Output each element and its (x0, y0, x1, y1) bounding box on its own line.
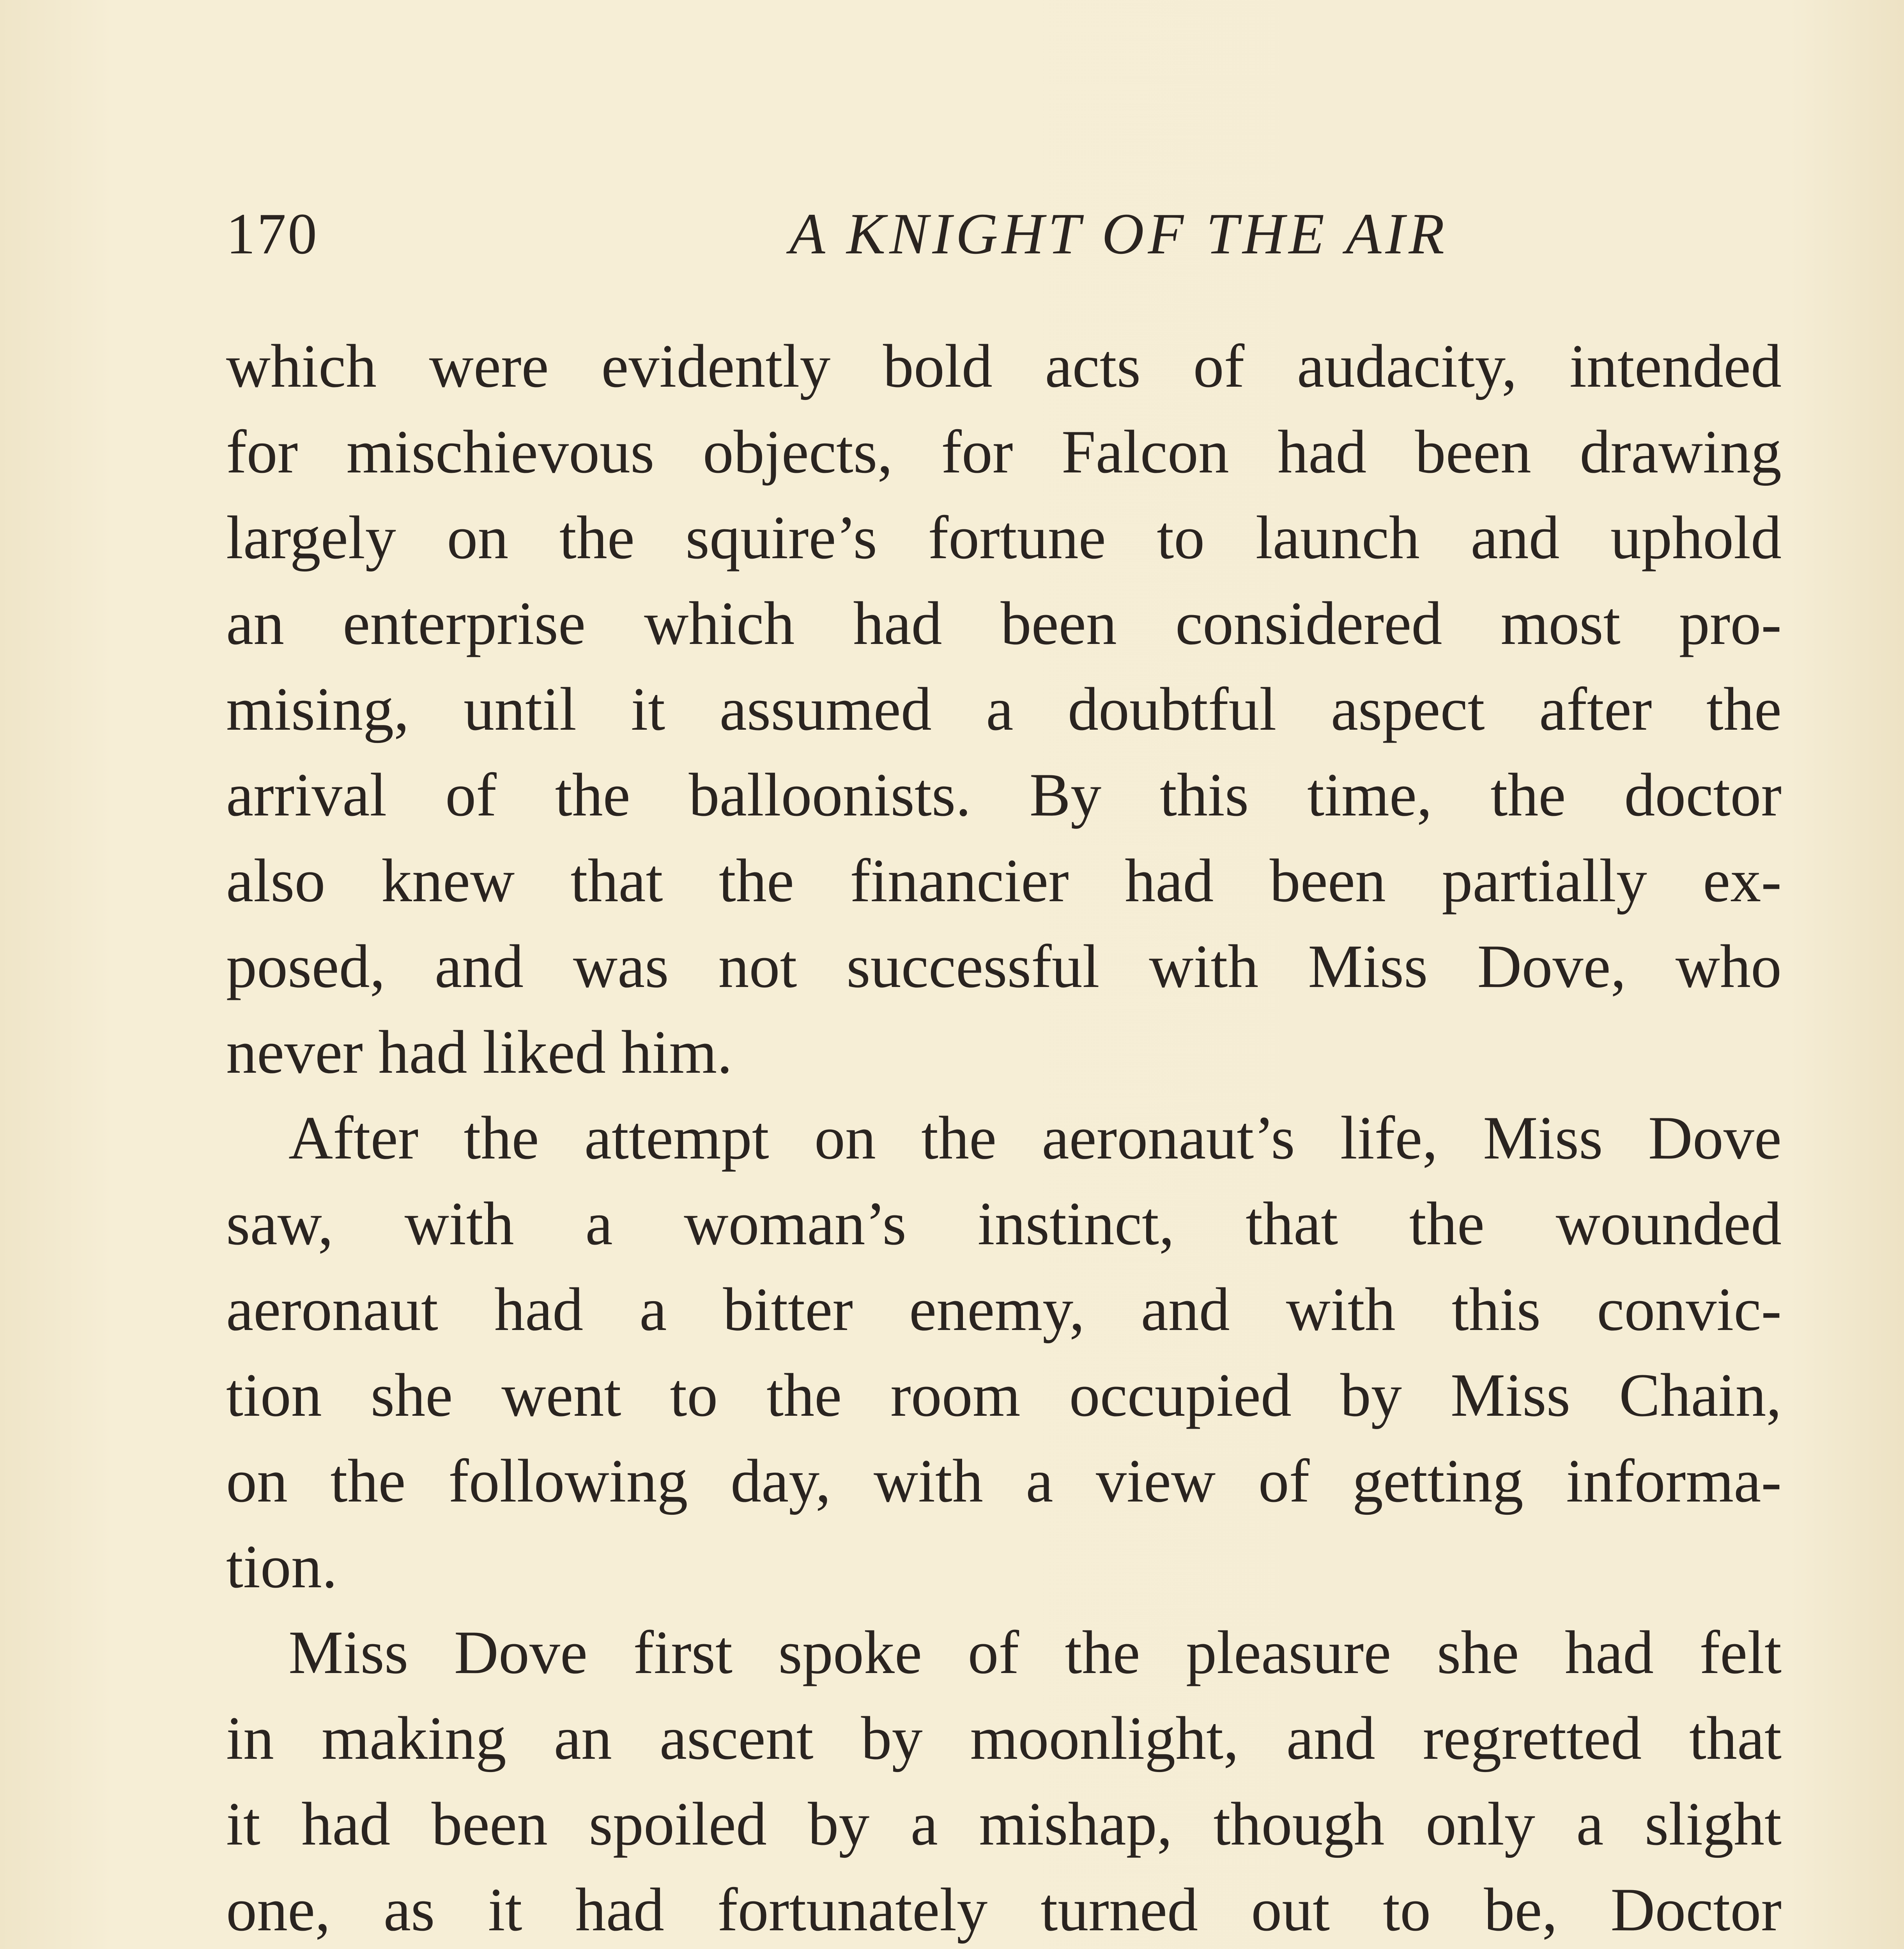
text-line: in making an ascent by moonlight, and regretted that (226, 1704, 1782, 1772)
text-line: largely on the squire’s fortune to launch and uphold (226, 504, 1782, 572)
text-line: an enterprise which had been considered most pro- (226, 589, 1782, 658)
text-line: tion. (226, 1533, 338, 1601)
text-line: saw, with a woman’s instinct, that the wounded (226, 1190, 1782, 1258)
text-line: it had been spoiled by a mishap, though only a slight (226, 1790, 1782, 1858)
text-line: mising, until it assumed a doubtful aspect after the (226, 675, 1782, 743)
text-line: for mischievous objects, for Falcon had been drawing (226, 418, 1782, 486)
text-line: After the attempt on the aeronaut’s life, Miss Dove (288, 1104, 1782, 1172)
body-text (226, 324, 1782, 1949)
text-line: which were evidently bold acts of audacity, intended (226, 332, 1782, 400)
text-line: also knew that the financier had been partially ex- (226, 847, 1782, 915)
text-line: on the following day, with a view of getting informa- (226, 1447, 1782, 1515)
text-line: tion she went to the room occupied by Miss Chain, (226, 1361, 1782, 1429)
page-number: 170 (226, 202, 319, 266)
text-line: Miss Dove first spoke of the pleasure she had felt (288, 1618, 1782, 1687)
running-title: A KNIGHT OF THE AIR (789, 202, 1449, 266)
text-line: posed, and was not successful with Miss Dove, who (226, 932, 1782, 1001)
page-header (226, 195, 1785, 273)
text-line: one, as it had fortunately turned out to be, Doctor (226, 1876, 1782, 1944)
text-line: aeronaut had a bitter enemy, and with this convic- (226, 1275, 1782, 1344)
text-line: arrival of the balloonists. By this time, the doctor (226, 761, 1782, 829)
text-line: never had liked him. (226, 1018, 733, 1086)
